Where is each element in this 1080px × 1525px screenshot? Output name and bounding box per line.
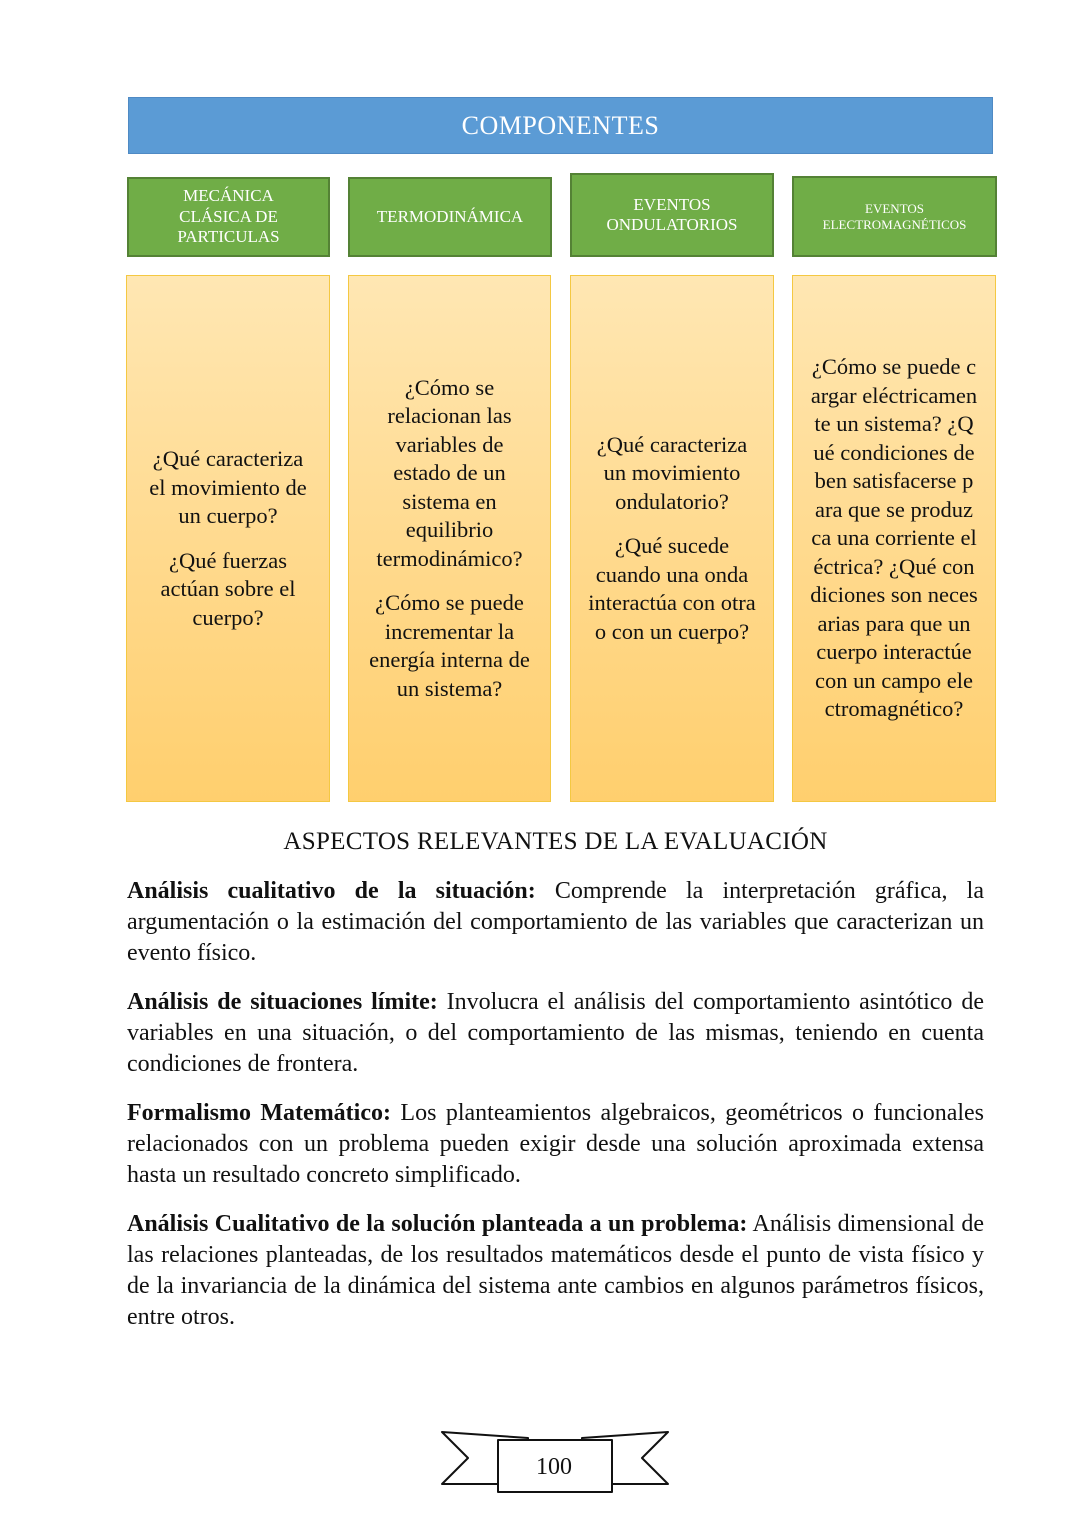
header-electromagneticos: EVENTOS ELECTROMAGNÉTICOS (792, 176, 997, 257)
question-text: ¿Qué caracteriza un movimiento ondulatorio? (596, 431, 748, 514)
question-text: ¿Qué caracteriza el movimiento de un cuerpo? (149, 446, 307, 528)
question-text: ¿Qué sucede cuando una onda interactúa con otra o con un cuerpo? (588, 533, 756, 644)
banner-title: COMPONENTES (461, 110, 660, 140)
aspect-paragraph (127, 987, 984, 1080)
aspect-term: Análisis cualitativo de la situación: (127, 878, 536, 904)
aspect-text: Análisis dimensional de las relaciones planteadas, de los resultados matemáticos desde el punto de vista físico y de la invariancia de la dinámica del sistema ante cambios en algunos parámetros físicos, entre otros. (127, 1211, 984, 1330)
question-text: ¿Cómo se relacionan las variables de estado de un sistema en equilibrio termodinámico? (376, 374, 523, 571)
aspect-text: Los planteamientos algebraicos, geométricos o funcionales relacionados con un problema pueden exigir desde una solución aproximada extensa hasta un resultado concreto simplificado. (127, 1100, 985, 1188)
components-banner (128, 97, 993, 154)
aspect-paragraph (127, 1209, 984, 1333)
questions-electromagneticos (792, 275, 996, 802)
questions-mecanica (126, 275, 330, 802)
aspect-term: Análisis Cualitativo de la solución planteada a un problema: (127, 1211, 748, 1237)
questions-ondulatorios (570, 275, 774, 802)
question-text: ¿Qué fuerzas actúan sobre el cuerpo? (160, 547, 296, 630)
aspect-term: Análisis de situaciones límite: (127, 989, 438, 1015)
page-number: 100 (536, 1454, 572, 1480)
question-text: ¿Cómo se puede cargar eléctricamente un sistema? ¿Qué condiciones deben satisfacerse para que se produzca una corriente eléctrica? ¿Qué condiciones son necesarias para que un cuerpo interactúe con un campo electromagnético? (810, 354, 978, 722)
aspect-paragraph (127, 876, 984, 969)
aspect-text: Involucra el análisis del comportamiento asintótico de variables en una situación, o del comportamiento de las mismas, teniendo en cuenta condiciones de frontera. (127, 989, 984, 1077)
question-text: ¿Cómo se puede incrementar la energía interna de un sistema? (369, 590, 530, 701)
aspect-text: Comprende la interpretación gráfica, la argumentación o la estimación del comportamiento de las variables que caracterizan un evento físico. (127, 878, 985, 966)
aspect-term: Formalismo Matemático: (127, 1100, 391, 1126)
header-ondulatorios: EVENTOS ONDULATORIOS (570, 173, 774, 257)
section-title: ASPECTOS RELEVANTES DE LA EVALUACIÓN (283, 828, 828, 855)
aspect-paragraph (127, 1098, 984, 1191)
questions-termodinamica (348, 275, 551, 802)
header-termodinamica: TERMODINÁMICA (348, 177, 552, 257)
header-mecanica: MECÁNICA CLÁSICA DE PARTICULAS (127, 177, 330, 257)
